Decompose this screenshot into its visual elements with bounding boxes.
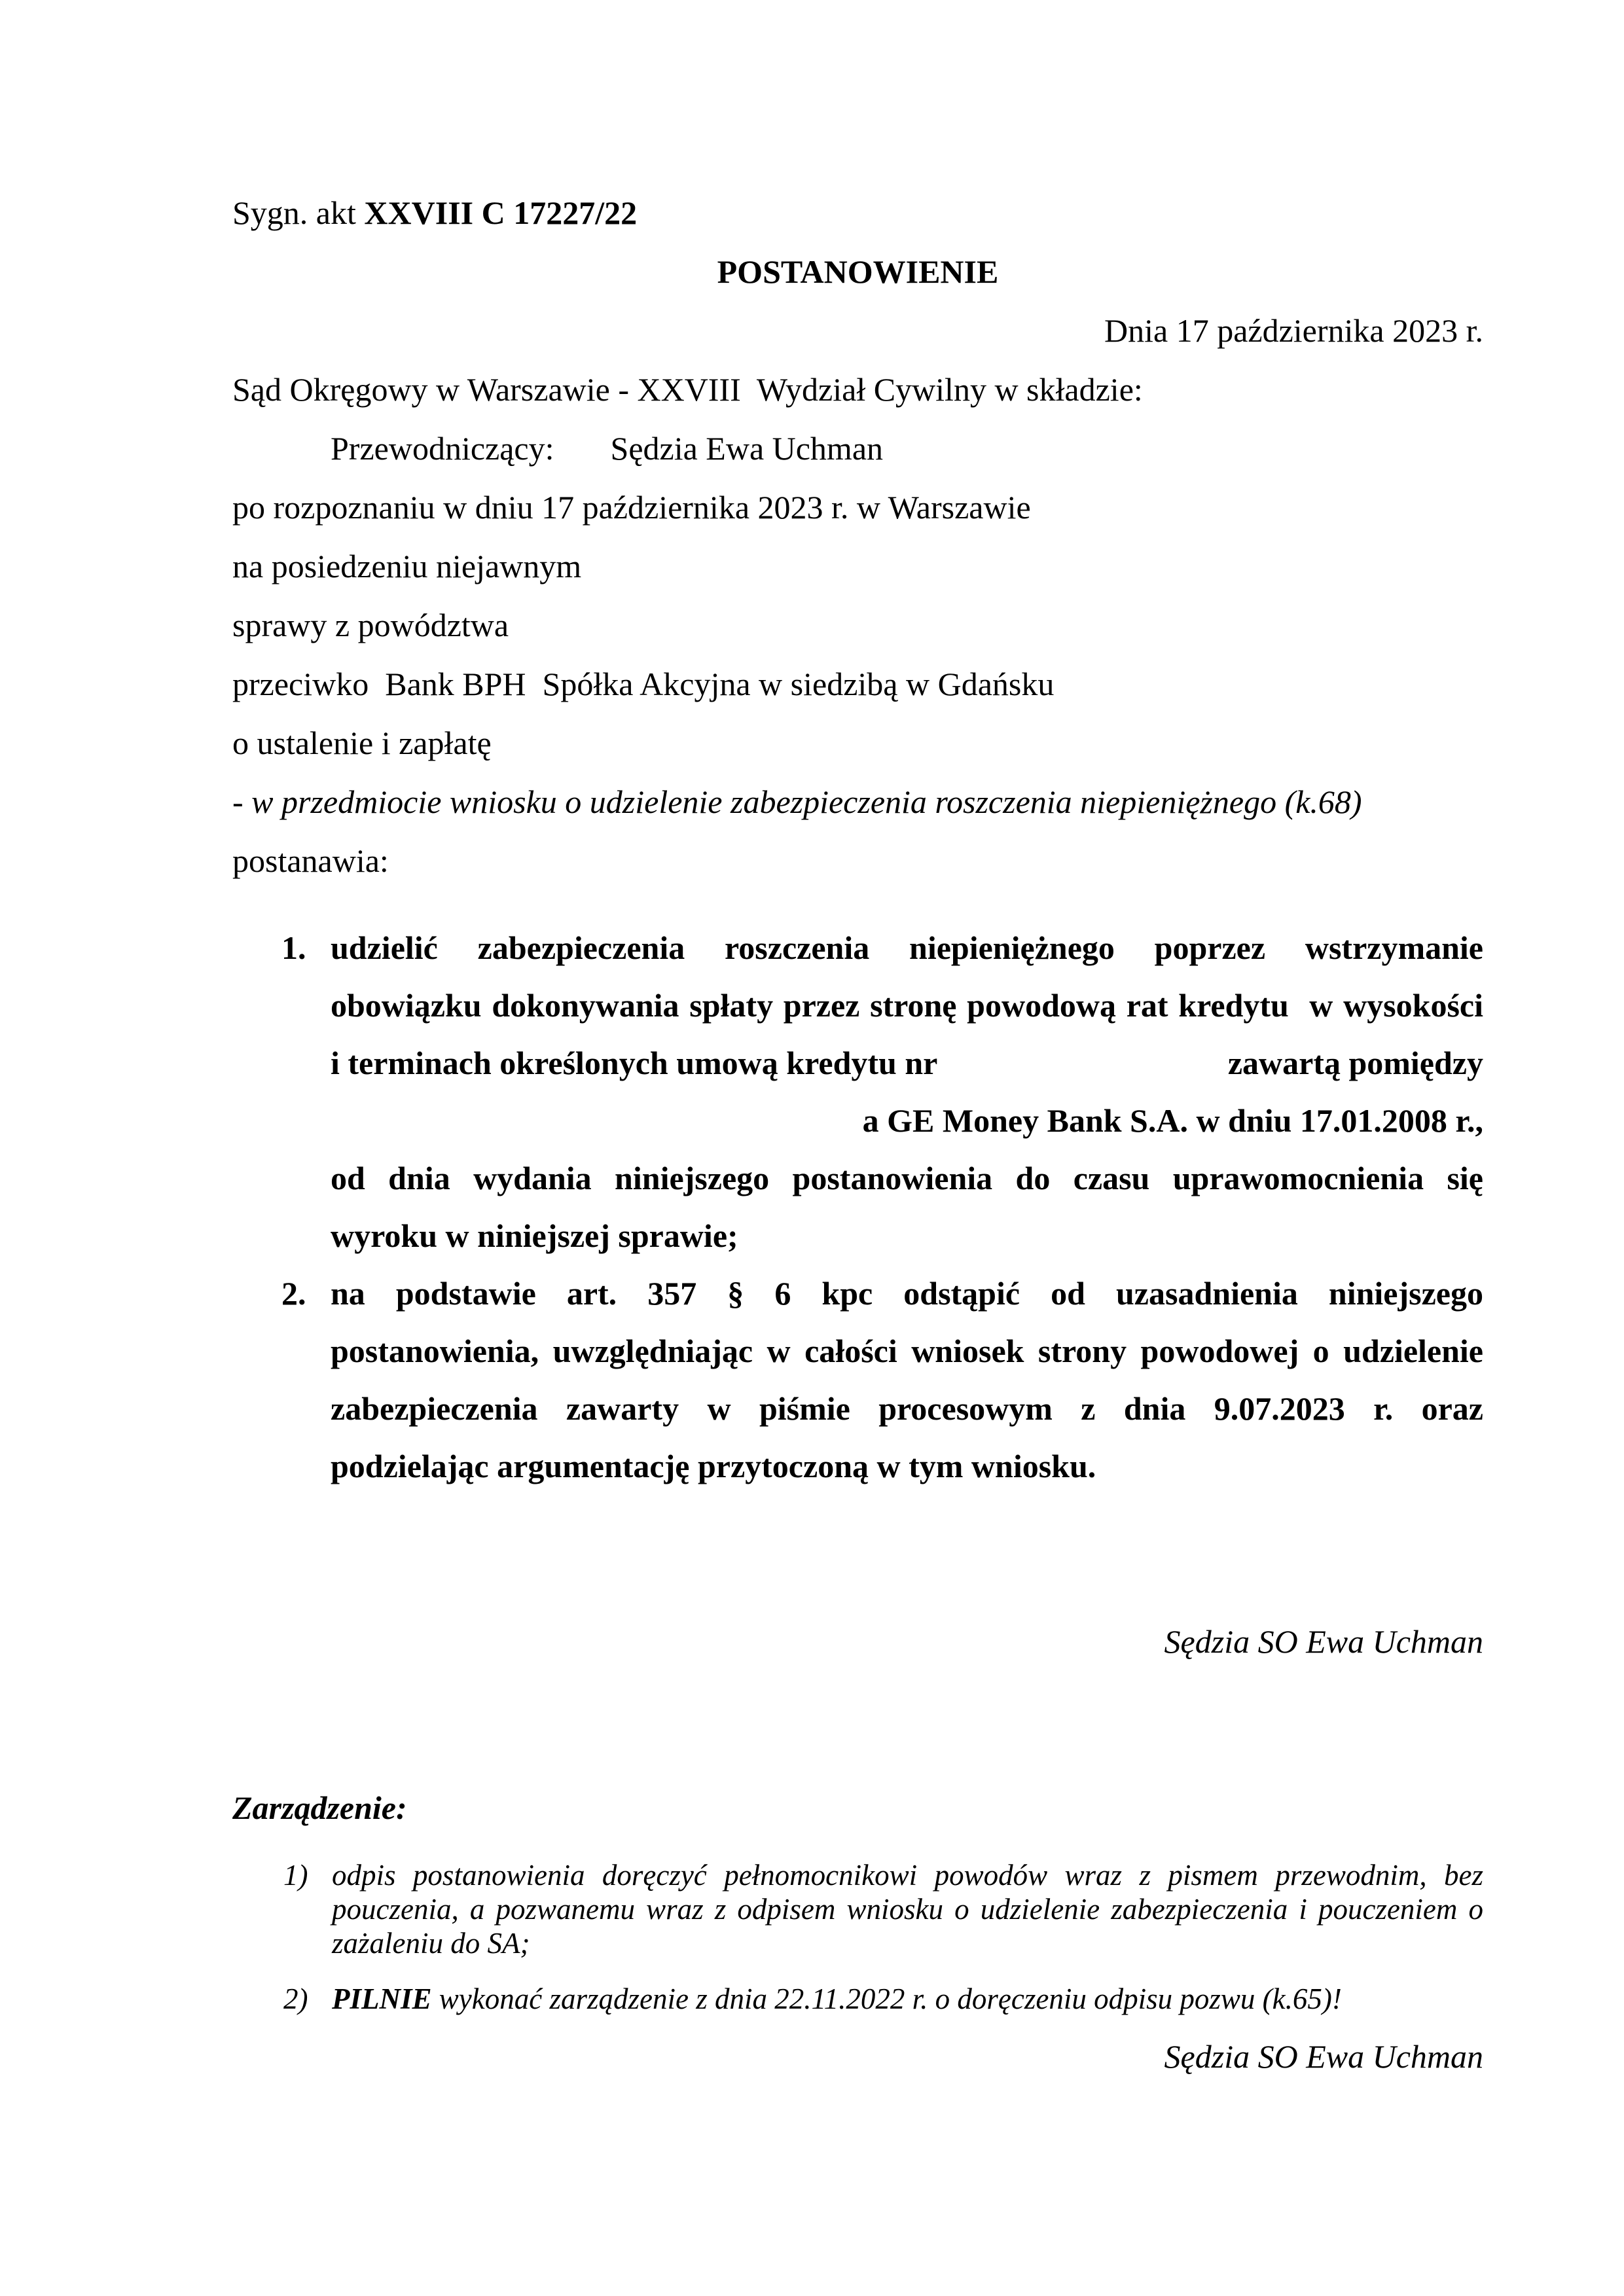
- directive-item-2-line-1: [332, 1982, 1483, 2016]
- motion-subject-line: - w przedmiocie wniosku o udzielenie zabezpieczenia roszczenia niepieniężnego (k.68): [232, 783, 1362, 820]
- order-item-2-number: 2.: [281, 1275, 306, 1312]
- hearing-date-line: po rozpoznaniu w dniu 17 października 2023 r. w Warszawie: [232, 489, 1031, 526]
- directive-item-1-line-2: pouczenia, a pozwanemu wraz z odpisem wniosku o udzielenie zabezpieczenia i pouczeniem o: [332, 1893, 1483, 1926]
- redacted-gap: [937, 1034, 1227, 1092]
- order-list: [232, 919, 1483, 1495]
- resolution-intro: postanawia:: [232, 842, 389, 879]
- order-item-1-number: 1.: [281, 929, 306, 966]
- action-line: sprawy z powództwa: [232, 607, 509, 643]
- order-item-2: [232, 1265, 1483, 1495]
- order-item-1-line-2: obowiązku dokonywania spłaty przez stronę powodową rat kredytu w wysokości: [331, 987, 1483, 1024]
- credit-agreement-text: i terminach określonych umową kredytu nr: [331, 1045, 938, 1081]
- date-line: Dnia 17 października 2023 r.: [1104, 312, 1483, 349]
- claim-subject-line: o ustalenie i zapłatę: [232, 725, 492, 761]
- order-item-1-line-1: udzielić zabezpieczenia roszczenia niepieniężnego poprzez wstrzymanie: [331, 929, 1483, 966]
- order-item-2-line-2: postanowienia, uwzględniając w całości wniosek strony powodowej o udzielenie: [331, 1333, 1483, 1369]
- case-reference-line: [232, 183, 1483, 242]
- defendant-line: przeciwko Bank BPH Spółka Akcyjna w siedzibą w Gdańsku: [232, 666, 1055, 702]
- directive-item-1-line-3: zażaleniu do SA;: [332, 1927, 530, 1960]
- order-item-2-line-4: podzielając argumentację przytoczoną w tym wniosku.: [331, 1448, 1096, 1484]
- order-item-1-line-5: od dnia wydania niniejszego postanowienia do czasu uprawomocnienia się: [331, 1160, 1483, 1196]
- directive-item-2-text: wykonać zarządzenie z dnia 22.11.2022 r. o doręczeniu odpisu pozwu (k.65)!: [431, 1982, 1342, 2015]
- presiding-label: Przewodniczący:: [331, 430, 554, 467]
- order-item-2-line-1: na podstawie art. 357 § 6 kpc odstąpić od uzasadnienia niniejszego: [331, 1275, 1483, 1312]
- order-item-1-line-6: wyroku w niniejszej sprawie;: [331, 1217, 738, 1254]
- directive-item-2: [232, 1982, 1483, 2016]
- case-reference-number: XXVIII C 17227/22: [364, 194, 638, 231]
- court-composition-line: Sąd Okręgowy w Warszawie - XXVIII Wydział Cywilny w składzie:: [232, 371, 1143, 408]
- judge-signature: Sędzia SO Ewa Uchman: [1164, 1623, 1483, 1660]
- order-item-2-line-3: zabezpieczenia zawarty w piśmie procesowym z dnia 9.07.2023 r. oraz: [331, 1390, 1483, 1427]
- document-title: POSTANOWIENIE: [717, 253, 999, 290]
- order-item-1-line-3: [331, 1034, 1483, 1092]
- directive-item-1: [232, 1858, 1483, 1960]
- directive-item-1-number: 1): [283, 1859, 308, 1892]
- order-item-1-line-4: a GE Money Bank S.A. w dniu 17.01.2008 r.,: [862, 1102, 1483, 1139]
- directive-item-1-line-1: odpis postanowienia doręczyć pełnomocnikowi powodów wraz z pismem przewodnim, bez: [332, 1859, 1483, 1892]
- presiding-judge-line: [232, 419, 1483, 478]
- urgent-word: PILNIE: [332, 1982, 432, 2015]
- case-reference-label: Sygn. akt: [232, 194, 365, 231]
- directive-heading: Zarządzenie:: [232, 1789, 407, 1826]
- directive-judge-signature: Sędzia SO Ewa Uchman: [1164, 2038, 1483, 2075]
- concluded-between-text: zawartą pomiędzy: [1227, 1045, 1483, 1081]
- closed-session-line: na posiedzeniu niejawnym: [232, 548, 582, 584]
- directive-item-2-number: 2): [283, 1982, 308, 2015]
- presiding-judge-name: Sędzia Ewa Uchman: [610, 430, 884, 467]
- order-item-1: [232, 919, 1483, 1265]
